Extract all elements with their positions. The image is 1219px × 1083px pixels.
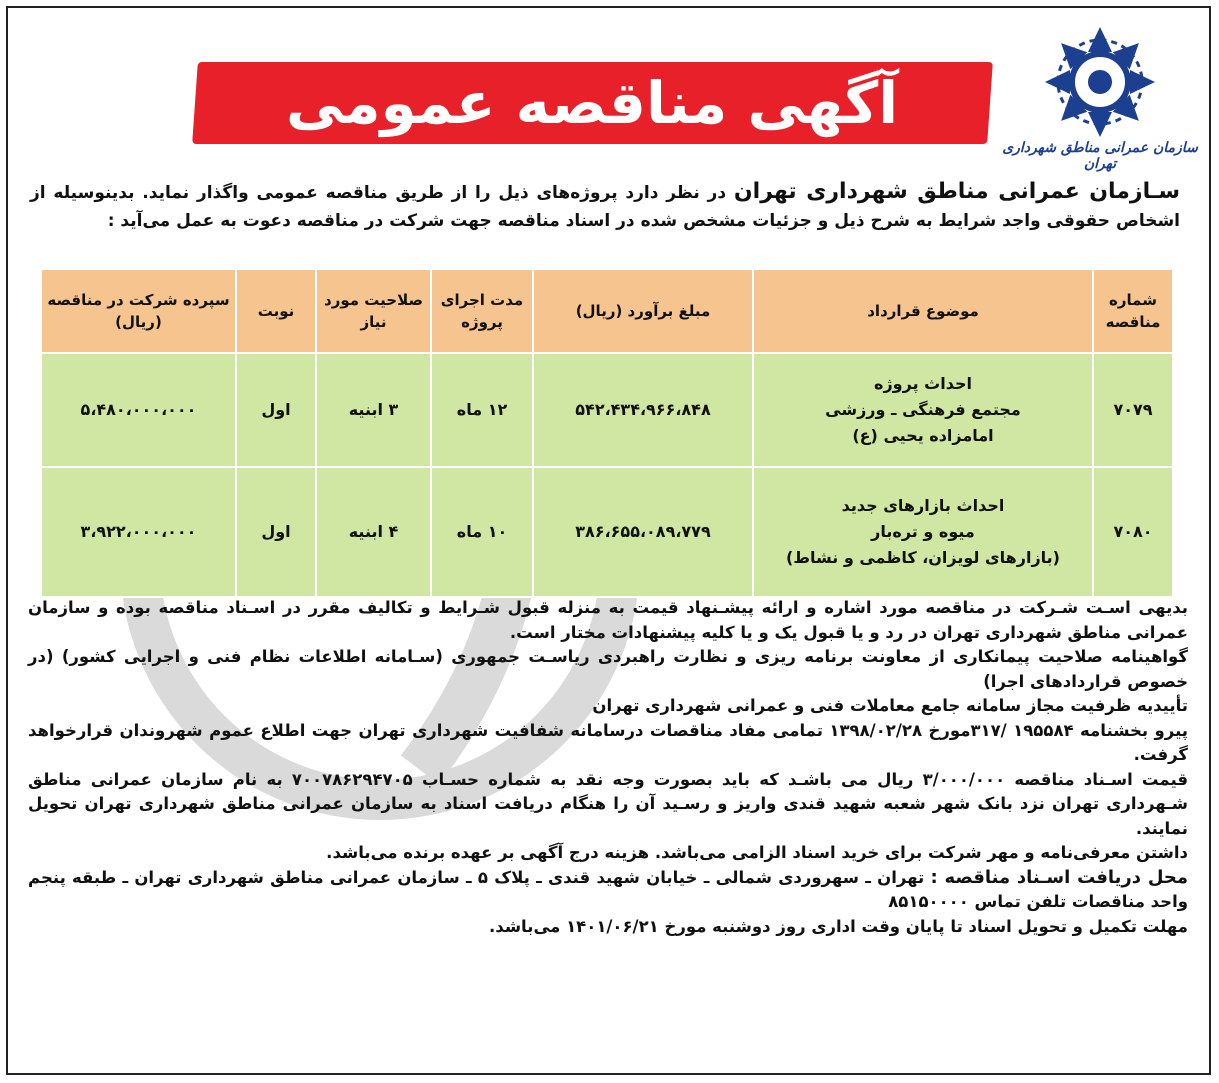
cell-number: ۷۰۸۰: [1093, 467, 1173, 597]
paragraph: [28, 866, 1188, 915]
cell-deposit: ۵،۴۸۰،۰۰۰،۰۰۰: [41, 353, 236, 467]
subject-line: مجتمع فرهنگی ـ ورزشی: [825, 400, 1021, 419]
subject-line: میوه و تره‌بار: [871, 522, 975, 541]
cell-qualification: ۴ ابنیه: [316, 467, 431, 597]
title-banner: [192, 62, 993, 144]
cell-estimate: ۳۸۶،۶۵۵،۰۸۹،۷۷۹: [533, 467, 753, 597]
paragraph: تأییدیه ظرفیت مجاز سامانه جامع معاملات فنی و عمرانی شهرداری تهران: [592, 696, 1188, 715]
address-label: محل دریافت اسـناد مناقصه :: [930, 866, 1189, 888]
cell-deposit: ۳،۹۲۲،۰۰۰،۰۰۰: [41, 467, 236, 597]
subject-line: امامزاده یحیی (ع): [852, 426, 994, 445]
header-subject: موضوع قرارداد: [753, 269, 1093, 353]
table-header-row: [41, 269, 1173, 353]
subject-line: احداث بازارهای جدید: [841, 496, 1005, 515]
paragraph: داشتن معرفی‌نامه و مهر شرکت برای خرید اسناد الزامی می‌باشد. هزینه درج آگهی بر عهده برنده می‌باشد.: [326, 843, 1188, 862]
header-deposit: سپرده شرکت در مناقصه (ریال): [41, 269, 236, 353]
banner-title: آگهی مناقصه عمومی: [286, 69, 899, 137]
cell-round: اول: [236, 353, 316, 467]
header-estimate: مبلغ برآورد (ریال): [533, 269, 753, 353]
subject-line: (بازارهای لویزان، کاظمی و نشاط): [786, 548, 1060, 567]
paragraph: قیمت اسـناد مناقصه ۳/۰۰۰/۰۰۰ ریال می باشـد که باید بصورت وجه نقد به شماره حسـاب ۷۰۰۷۸۶۲۹۴۷۰۵ به نام سازمان عمرانی مناطق شـهرداری تهران نزد بانک شهر شعبه شهید قندی واریز و رسـید آن را هنگام دریافت اسناد به سازمان عمرانی مناطق شهرداری تهران تحویل نمایند.: [28, 769, 1189, 838]
header-qualification: صلاحیت مورد نیاز: [316, 269, 431, 353]
table-row: [41, 353, 1173, 467]
table-row: [41, 467, 1173, 597]
header-number: شماره مناقصه: [1093, 269, 1173, 353]
cell-round: اول: [236, 467, 316, 597]
intro-paragraph: [30, 178, 1180, 235]
header-round: نوبت: [236, 269, 316, 353]
paragraph: مهلت تکمیل و تحویل اسناد تا پایان وقت اداری روز دوشنبه مورخ ۱۴۰۱/۰۶/۲۱ می‌باشد.: [489, 916, 1188, 936]
tender-table: [40, 268, 1174, 598]
address-text: تهران ـ سهروردی شمالی ـ خیابان شهید قندی ـ پلاک ۵ ـ سازمان عمرانی مناطق شهرداری تهران ـ طبقه پنجم واحد مناقصات تلفن تماس ۸۵۱۵۰۰۰۰: [28, 867, 1188, 911]
cell-estimate: ۵۴۲،۴۳۴،۹۶۶،۸۴۸: [533, 353, 753, 467]
logo-caption: سازمان عمرانی مناطق شهرداری تهران: [1002, 140, 1198, 172]
paragraph: گواهینامه صلاحیت پیمانکاری از معاونت برنامه ریزی و نظارت راهبردی ریاسـت جمهوری (سـامانه اطلاعات نظام فنی و اجرایی کشور) (در خصوص قراردادهای اجرا): [28, 647, 1188, 691]
header-duration: مدت اجرای پروژه: [431, 269, 533, 353]
cell-duration: ۱۲ ماه: [431, 353, 533, 467]
cell-number: ۷۰۷۹: [1093, 353, 1173, 467]
subject-line: احداث پروژه: [874, 374, 972, 393]
organization-name: سـازمان عمرانی مناطق شهرداری تهران: [733, 179, 1181, 204]
intro-text: در نظر دارد پروژه‌های ذیل را از طریق مناقصه عمومی واگذار نماید. بدینوسیله از اشخاص حقوقی واجد شرایط به شرح ذیل و جزئیات مشخص شده در اسناد مناقصه جهت شرکت در مناقصه دعوت به عمل می‌آید :: [30, 183, 1180, 231]
paragraph: پیرو بخشنامه ۱۹۵۵۸۴ /۳۱۷مورخ ۱۳۹۸/۰۲/۲۸ تمامی مفاد مناقصات درسامانه شفافیت شهرداری تهران جهت اطلاع عموم شهروندان قرارخواهد گرفت.: [28, 720, 1188, 764]
cell-subject: [753, 467, 1093, 597]
cell-subject: [753, 353, 1093, 467]
cell-qualification: ۳ ابنیه: [316, 353, 431, 467]
conditions-text: [28, 596, 1188, 939]
cell-duration: ۱۰ ماه: [431, 467, 533, 597]
paragraph: بدیهی اسـت شـرکت در مناقصه مورد اشاره و ارائه پیشـنهاد قیمت به منزله قبول شـرایط و تکالیف مقرر در اسـناد مناقصه بوده و سازمان عمرانی مناطق شهرداری تهران در رد و یا قبول یک و یا کلیه پیشنهادات مختار است.: [28, 598, 1188, 642]
